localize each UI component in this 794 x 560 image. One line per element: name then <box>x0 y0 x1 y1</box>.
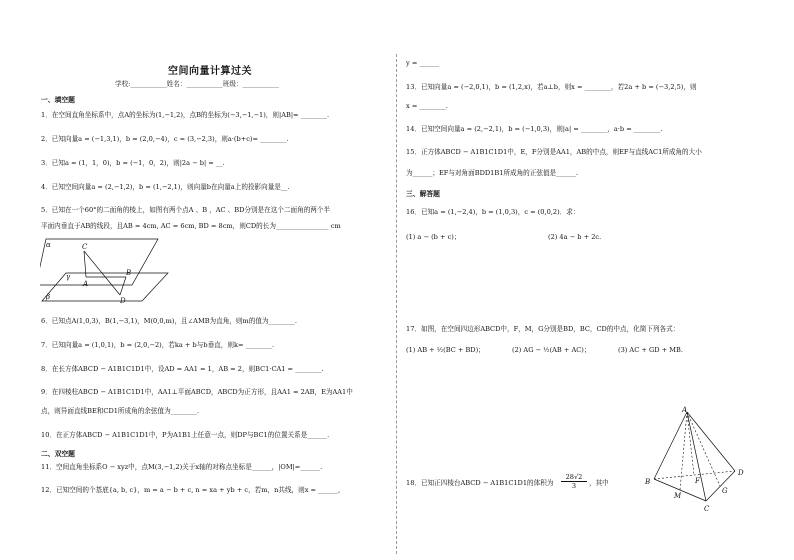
question-14: 14．已知空间向量a = (2,−2,1)，b = (−1,0,3)，则|a| = ________，a·b = ________. <box>406 125 663 133</box>
question-5-line2: 平面内垂直于AB的线段，且AB = 4cm, AC = 6cm, BD = 8cm，则CD的长为________________ cm <box>41 222 341 230</box>
question-12-continued: y = ______ <box>406 59 440 67</box>
edge-ad <box>687 412 735 471</box>
question-16-part2: (2) 4a − b + 2c. <box>548 233 602 241</box>
label-d: D <box>738 469 744 477</box>
label-alpha: α <box>46 241 51 249</box>
question-10: 10．在正方体ABCD − A1B1C1D1中，P为A1B1上任意一点，则DP与BC1的位置关系是______. <box>41 431 330 439</box>
fraction-numerator: 28√2 <box>561 473 587 482</box>
question-1: 1．在空间直角坐标系中，点A的坐标为(1,−1,2)，点B的坐标为(−3,−1,−1)，则|AB|= ________. <box>41 111 330 119</box>
question-18-text: 18．已知正四棱台ABCD − A1B1C1D1的体积为 <box>406 479 554 487</box>
label-d: D <box>120 297 126 305</box>
question-18-fraction <box>561 473 587 490</box>
section-solutions: 三、解答题 <box>406 190 440 198</box>
question-6: 6．已知点A(1,0,3)，B(1,−3,1)，M(0,0,m)，且∠AMB为直角，则m的值为________. <box>41 317 298 325</box>
question-2: 2．已知向量a = (−1,3,1)，b = (2,0,−4)，c = (3,−2,3)，则a·(b+c)= ________. <box>41 135 289 143</box>
label-b: B <box>126 269 132 277</box>
question-17: 17．如图，在空间四边形ABCD中，F，M，G分别是BD，BC，CD的中点，化简下列各式： <box>406 325 680 333</box>
question-5-line1: 5．已知在一个60°的二面角的棱上，如图有两个点A 、B ，AC 、BD分别是在这个二面角的两个半 <box>41 206 331 214</box>
question-18-text-end: ，其中 <box>589 479 609 487</box>
segment-af <box>687 412 694 475</box>
question-12: 12．已知空间的个基底{a, b, c}，m = a − b + c, n = xa + yb + c，若m，n共线，则x = ______, <box>41 486 341 494</box>
label-c: C <box>704 505 710 513</box>
question-17-part2: (2) AG − ½(AB + AC)； <box>512 346 591 354</box>
question-16-part1: (1) a − (b + c)； <box>406 233 461 241</box>
segment-bd <box>120 277 126 295</box>
page-title: 空间向量计算过关 <box>168 66 252 77</box>
column-divider <box>396 54 397 554</box>
label-a: A <box>682 406 688 414</box>
question-11: 11．空间直角坐标系O − xyz中，点M(3,−1,2)关于x轴的对称点坐标是______，|OM|=______. <box>41 463 323 471</box>
question-7: 7．已知向量a = (1,0,1)，b = (2,0,−2)，若ka + b与b垂直，则k= ________. <box>41 341 275 349</box>
question-4: 4．已知空间向量a = (2,−1,2)，b = (1,−2,1)，则向量b在向量a上的投影向量是__. <box>41 183 290 191</box>
question-17-part1: (1) AB + ½(BC + BD)； <box>406 346 485 354</box>
question-13-line1: 13．已知向量a = (−2,0,1)，b = (1,2,x)，若a⊥b，则x = ________，若2a + b = (−3,2,5)，则 <box>406 83 697 91</box>
label-g: G <box>722 487 728 495</box>
edge-ac <box>687 412 706 501</box>
question-3: 3．已知a = (1，1，0)，b = (−1，0，2)，则|2a − b| = __. <box>41 159 225 167</box>
segment-ag <box>687 412 720 486</box>
edge-cd <box>706 471 735 501</box>
question-16: 16．已知a = (1,−2,4)，b = (1,0,3)，c = (0,0,2)．求： <box>406 208 580 216</box>
question-13-line2: x = ________. <box>406 102 448 110</box>
question-8: 8．在长方体ABCD − A1B1C1D1中，设AD = AA1 = 1，AB = 2，则BC1·CA1 = ________. <box>41 365 324 373</box>
label-b: B <box>645 478 651 486</box>
label-f: F <box>695 477 700 485</box>
label-c: C <box>82 243 88 251</box>
question-9-line2: 点，则异面直线BE和CD1所成角的余弦值为________. <box>41 407 200 415</box>
label-gamma: γ <box>66 273 71 281</box>
section-double-blank: 二、双空题 <box>41 450 75 458</box>
fraction-denominator: 3 <box>571 482 577 490</box>
label-a: A <box>83 280 89 288</box>
section-fill-blank: 一、填空题 <box>41 96 75 104</box>
label-m: M <box>674 492 682 500</box>
question-17-part3: (3) AC + GD + MB. <box>618 346 683 354</box>
tetrahedron-figure <box>640 404 756 514</box>
question-15-line2: 为______；EF与对角面BDD1B1所成角的正弦值是______. <box>406 169 579 177</box>
student-info-line: 学校:___________姓名：___________班级：___________ <box>115 80 279 88</box>
question-15-line1: 15．正方体ABCD − A1B1C1D1中，E，F分别是AA1，AB的中点，则EF与直线AC1所成角的大小 <box>406 148 702 156</box>
plane-alpha <box>40 239 158 285</box>
question-9-line1: 9．在四棱柱ABCD − A1B1C1D1中，AA1⊥平面ABCD，ABCD为正方形，且AA1 = 2AB，E为AA1中 <box>41 388 353 396</box>
label-beta: β <box>46 293 51 301</box>
dihedral-angle-figure <box>40 237 172 307</box>
